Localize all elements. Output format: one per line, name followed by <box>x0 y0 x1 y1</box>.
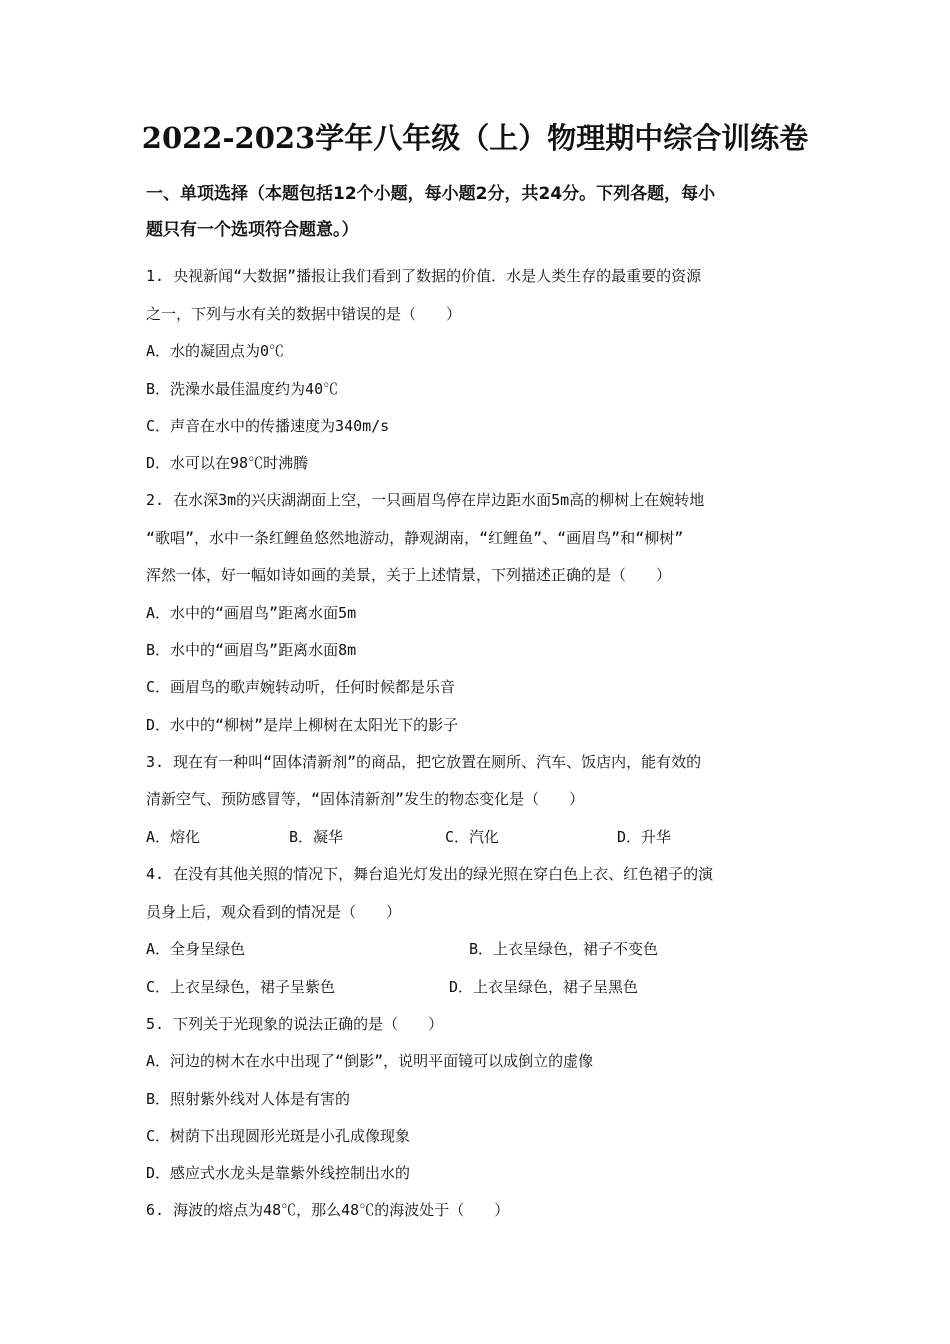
q5-option-a: A．河边的树木在水中出现了“倒影”，说明平面镜可以成倒立的虚像 <box>146 1052 594 1070</box>
q4-option-c: C．上衣呈绿色，裙子呈紫色 <box>146 978 336 996</box>
q4-stem-line-1: 4. 在没有其他关照的情况下，舞台追光灯发出的绿光照在穿白色上衣、红色裙子的演 <box>146 865 714 883</box>
q3-option-a: A．熔化 <box>146 828 201 846</box>
q2-stem-line-1: 2. 在水深3m的兴庆湖湖面上空，一只画眉鸟停在岸边距水面5m高的柳树上在婉转地 <box>146 491 705 509</box>
q5-option-d: D．感应式水龙头是靠紫外线控制出水的 <box>146 1164 411 1182</box>
q3-option-d: D．升华 <box>617 828 672 846</box>
section-heading-line-2: 题只有一个选项符合题意。） <box>146 220 359 240</box>
q4-stem-line-2: 员身上后，观众看到的情况是（ ） <box>146 903 402 921</box>
q2-stem-line-2: “歌唱”，水中一条红鲤鱼悠然地游动，静观湖南，“红鲤鱼”、“画眉鸟”和“柳树” <box>146 529 684 547</box>
page-title: 2022-2023学年八年级（上）物理期中综合训练卷 <box>141 121 809 155</box>
q1-option-a: A．水的凝固点为0℃ <box>146 342 285 360</box>
q6-stem-line-1: 6. 海波的熔点为48℃，那么48℃的海波处于（ ） <box>146 1201 510 1219</box>
section-heading-line-1: 一、单项选择（本题包括12个小题，每小题2分，共24分。下列各题，每小 <box>146 184 716 204</box>
q1-stem-line-1: 1. 央视新闻“大数据”播报让我们看到了数据的价值．水是人类生存的最重要的资源 <box>146 267 702 285</box>
q2-option-b: B．水中的“画眉鸟”距离水面8m <box>146 641 357 659</box>
q3-stem-line-2: 清新空气、预防感冒等，“固体清新剂”发生的物态变化是（ ） <box>146 790 585 808</box>
q2-stem-line-3: 浑然一体，好一幅如诗如画的美景，关于上述情景，下列描述正确的是（ ） <box>146 566 672 584</box>
q3-stem-line-1: 3. 现在有一种叫“固体清新剂”的商品，把它放置在厕所、汽车、饭店内，能有效的 <box>146 753 702 771</box>
q2-option-d: D．水中的“柳树”是岸上柳树在太阳光下的影子 <box>146 716 459 734</box>
q5-option-b: B．照射紫外线对人体是有害的 <box>146 1090 351 1108</box>
q4-option-a: A．全身呈绿色 <box>146 940 246 958</box>
q3-option-b: B．凝华 <box>289 828 344 846</box>
q5-stem-line-1: 5. 下列关于光现象的说法正确的是（ ） <box>146 1015 444 1033</box>
q3-option-c: C．汽化 <box>445 828 500 846</box>
q2-option-c: C．画眉鸟的歌声婉转动听，任何时候都是乐音 <box>146 678 456 696</box>
q1-stem-line-2: 之一，下列与水有关的数据中错误的是（ ） <box>146 305 462 323</box>
q4-option-d: D．上衣呈绿色，裙子呈黑色 <box>449 978 639 996</box>
q2-option-a: A．水中的“画眉鸟”距离水面5m <box>146 604 357 622</box>
q5-option-c: C．树荫下出现圆形光斑是小孔成像现象 <box>146 1127 411 1145</box>
q1-option-b: B．洗澡水最佳温度约为40℃ <box>146 380 339 398</box>
q4-option-b: B．上衣呈绿色，裙子不变色 <box>469 940 659 958</box>
q1-option-c: C．声音在水中的传播速度为340m/s <box>146 417 390 435</box>
q1-option-d: D．水可以在98℃时沸腾 <box>146 454 309 472</box>
